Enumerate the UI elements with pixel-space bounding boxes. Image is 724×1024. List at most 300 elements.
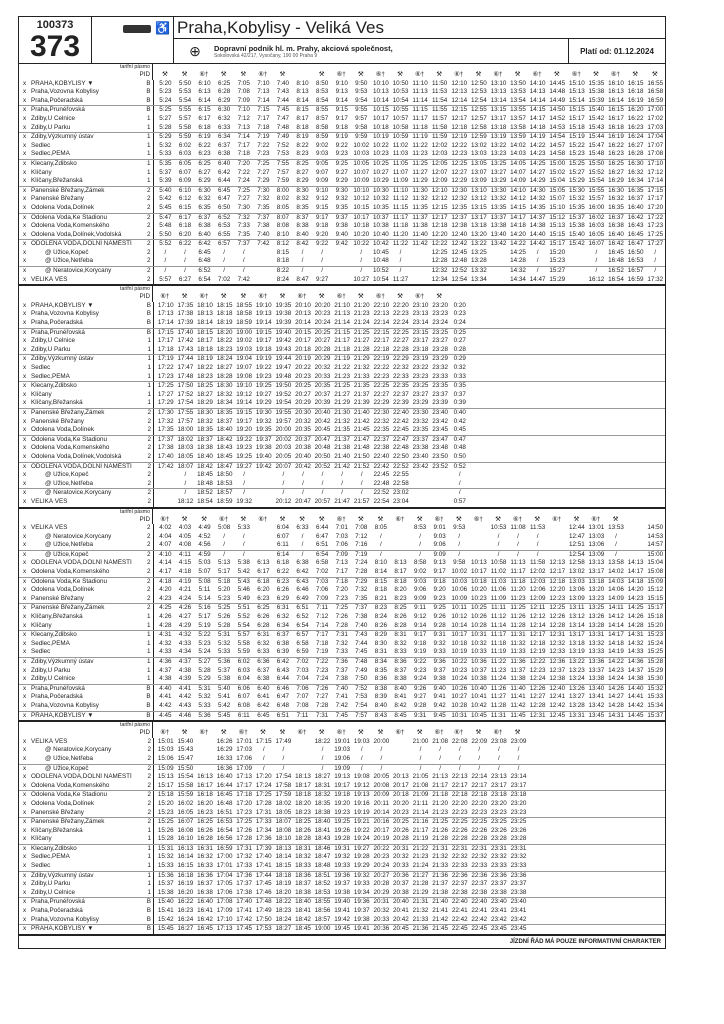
stop xyxy=(19,97,143,106)
departure-time: 15:43 xyxy=(177,746,194,754)
departure-time: 17:59 xyxy=(275,791,292,799)
departure-time: 6:25 xyxy=(257,604,270,612)
departure-time: / xyxy=(458,471,461,479)
departure-time: 18:27 xyxy=(197,390,213,398)
departure-time: 8:28 xyxy=(394,621,407,629)
empty-cell xyxy=(292,71,312,80)
departure-time: 6:17 xyxy=(178,213,192,221)
departure-time: 18:36 xyxy=(295,871,311,879)
skip-mark: x xyxy=(23,871,27,879)
departure-time: 12:03 xyxy=(431,150,448,158)
tariff-zone: 1 xyxy=(143,648,154,657)
departure-time: 17:25 xyxy=(255,791,272,799)
workday-icon: ⚒ xyxy=(416,729,423,737)
departure-time: 5:50 xyxy=(159,230,172,238)
departure-time: 17:42 xyxy=(177,337,194,345)
departure-time: 23:28 xyxy=(432,345,448,353)
departure-time: 9:53 xyxy=(453,524,466,532)
departure-time: 16:59 xyxy=(627,275,644,283)
departure-time: 17:06 xyxy=(216,888,233,896)
departure-time: 9:26 xyxy=(413,684,427,692)
departure-time: 4:15 xyxy=(178,559,192,567)
departure-time: 8:45 xyxy=(394,711,407,719)
departure-time: 4:26 xyxy=(178,604,192,612)
departure-time: 7:19 xyxy=(257,133,270,141)
departure-time: 11:31 xyxy=(490,711,507,719)
departure-time: 14:15 xyxy=(529,106,546,114)
departure-time: 17:42 xyxy=(236,915,253,923)
departure-time: 22:29 xyxy=(393,355,409,363)
departure-time: 0:52 xyxy=(453,462,466,470)
departure-time: 16:25 xyxy=(608,159,624,167)
skip-mark: x xyxy=(23,96,27,104)
departure-time: 15:30 xyxy=(647,675,664,683)
departure-time: 18:53 xyxy=(216,479,233,487)
skip-mark: x xyxy=(23,826,27,834)
departure-time: 5:40 xyxy=(159,186,172,194)
stop-name: Odolena Voda,Ke Stadionu xyxy=(31,791,107,799)
departure-time: 20:31 xyxy=(393,844,409,852)
tariff-zone: 1 xyxy=(143,355,154,364)
skip-mark: x xyxy=(23,532,27,540)
departure-time: 13:19 xyxy=(490,133,507,141)
departure-time: 20:40 xyxy=(393,898,409,906)
departure-times xyxy=(154,444,665,453)
departure-time: / xyxy=(184,489,187,497)
departure-time: 6:32 xyxy=(218,114,231,122)
departure-time: 11:17 xyxy=(510,568,526,576)
departure-time: 4:17 xyxy=(159,568,172,576)
departure-time: 6:20 xyxy=(178,230,192,238)
departure-time: 23:36 xyxy=(491,871,507,879)
bus-icon xyxy=(123,25,151,33)
departure-time: 6:43 xyxy=(276,666,290,674)
departure-time: 6:54 xyxy=(198,275,211,283)
departure-time: 23:32 xyxy=(432,364,448,371)
departure-times xyxy=(154,862,665,871)
departure-time: 13:55 xyxy=(510,106,526,114)
stop-row xyxy=(19,267,665,276)
departure-time: 13:59 xyxy=(510,133,526,141)
departure-time: 22:27 xyxy=(373,390,390,398)
departure-time: 16:23 xyxy=(608,150,624,158)
departure-time: 10:35 xyxy=(373,203,389,211)
departure-time: 4:56 xyxy=(198,541,211,549)
departure-time: 18:18 xyxy=(197,345,213,353)
stop-row xyxy=(19,319,665,329)
departure-time: 19:28 xyxy=(334,835,351,843)
departure-time: 11:38 xyxy=(510,675,526,683)
departure-time: 5:58 xyxy=(178,123,192,131)
departure-time: 19:15 xyxy=(236,408,253,416)
tariff-zone: 1 xyxy=(143,142,154,151)
departure-time: 6:15 xyxy=(178,203,192,211)
departure-time: 5:22 xyxy=(198,631,211,639)
departure-time: 18:17 xyxy=(295,781,311,789)
departure-time: 8:34 xyxy=(374,658,388,665)
departure-time: 18:56 xyxy=(314,907,331,915)
stop-row xyxy=(19,746,665,755)
departure-times xyxy=(154,480,665,489)
departure-time: 5:52 xyxy=(237,613,250,621)
departure-time: 6:54 xyxy=(296,621,309,629)
holiday-icon: ⑥† xyxy=(258,515,268,523)
departure-time: 11:08 xyxy=(510,524,526,532)
stop xyxy=(19,889,143,898)
departure-time: 15:27 xyxy=(568,168,585,176)
departure-time: 8:20 xyxy=(394,586,407,594)
departure-time: 20:35 xyxy=(295,426,311,434)
holiday-icon: ⑥† xyxy=(336,71,346,78)
skip-mark: x xyxy=(23,345,27,353)
stop-row xyxy=(19,559,665,568)
departure-time: 14:28 xyxy=(627,621,644,629)
departure-time: 6:07 xyxy=(237,693,250,701)
tariff-zone: 1 xyxy=(143,364,154,373)
departure-time: 6:30 xyxy=(198,186,211,194)
departure-time: 10:15 xyxy=(353,203,370,211)
stop-row xyxy=(19,541,665,551)
departure-time: 8:15 xyxy=(374,577,388,585)
stop-name: PRAHA,KOBYLISY ▼ xyxy=(31,79,94,87)
holiday-icon: ⑥† xyxy=(414,293,425,301)
departure-time: 6:18 xyxy=(276,559,290,567)
departure-time: 18:29 xyxy=(197,399,213,407)
departure-times xyxy=(154,177,665,186)
departure-time: / xyxy=(497,550,500,558)
departure-time: 14:53 xyxy=(549,123,566,131)
holiday-icon: ⑥† xyxy=(297,729,307,737)
departure-time: 18:02 xyxy=(177,435,194,443)
departure-time: 16:12 xyxy=(588,275,605,283)
departure-time: 17:35 xyxy=(157,426,174,434)
departure-time: 19:41 xyxy=(334,907,351,915)
stop-row xyxy=(19,329,665,338)
tariff-zone: 1 xyxy=(143,640,154,649)
departure-time: 4:14 xyxy=(159,559,172,567)
tariff-zone: 1 xyxy=(143,124,154,133)
departure-time: 9:17 xyxy=(335,114,348,122)
departure-time: 19:14 xyxy=(236,399,253,407)
departure-time: 13:03 xyxy=(470,150,487,158)
stop-name: @ Neratovice,Korycany xyxy=(45,532,112,540)
departure-time: 15:04 xyxy=(549,177,566,185)
departure-time: 8:40 xyxy=(394,684,407,692)
departure-time: 13:20 xyxy=(588,586,605,594)
departure-time xyxy=(254,276,274,285)
departure-time: 17:00 xyxy=(647,106,664,114)
workday-icon: ⚒ xyxy=(416,515,423,523)
departure-time: 23:27 xyxy=(432,337,448,345)
departure-time: 12:58 xyxy=(470,123,487,131)
workday-icon: ⚒ xyxy=(240,293,246,301)
departure-time: 21:31 xyxy=(412,898,429,906)
departure-time: 21:29 xyxy=(334,399,351,407)
departure-time: 11:37 xyxy=(510,666,526,674)
departure-times xyxy=(154,880,665,889)
departure-time: 11:53 xyxy=(529,524,546,532)
departure-time: 5:38 xyxy=(237,559,250,567)
departure-time: 18:33 xyxy=(295,862,311,870)
departure-time: 17:53 xyxy=(255,925,272,933)
departure-time: 21:29 xyxy=(412,888,429,896)
departure-time: 13:28 xyxy=(568,701,585,709)
departure-time: 17:26 xyxy=(236,826,253,834)
departure-time: 18:52 xyxy=(197,489,213,497)
departure-time: 6:44 xyxy=(315,524,329,532)
departure-time: 15:29 xyxy=(549,275,566,283)
departure-time: 19:26 xyxy=(334,826,351,834)
departure-times xyxy=(154,765,665,774)
departure-time: 19:44 xyxy=(275,355,292,363)
departure-time: 16:15 xyxy=(608,106,624,114)
departure-time: 12:06 xyxy=(529,586,546,594)
departure-time: 8:24 xyxy=(276,275,290,283)
stop-row xyxy=(19,640,665,649)
skip-mark: x xyxy=(23,444,27,452)
workday-icon: ⚒ xyxy=(534,515,540,523)
tariff-zone: 2 xyxy=(143,231,154,240)
stop-row xyxy=(19,391,665,400)
departure-time: 11:05 xyxy=(392,159,409,167)
holiday-icon: ⑥† xyxy=(512,515,523,523)
stop-row xyxy=(19,498,665,507)
stop-row xyxy=(19,337,665,346)
departure-time: 15:23 xyxy=(647,631,664,639)
departure-time: 21:22 xyxy=(412,844,429,852)
departure-time: 11:03 xyxy=(392,150,409,158)
departure-time: 17:33 xyxy=(236,862,253,870)
departure-time: 16:13 xyxy=(197,773,213,781)
departure-time: / xyxy=(184,257,186,265)
departure-time: 14:19 xyxy=(608,648,624,656)
departure-time: 11:20 xyxy=(392,230,409,238)
stop-row xyxy=(19,169,665,178)
departure-time: 8:38 xyxy=(296,222,309,230)
departure-time: 20:28 xyxy=(373,880,390,888)
departure-time: 12:10 xyxy=(431,186,448,194)
stop-name: Zdiby,U Celnice xyxy=(31,675,75,683)
stop xyxy=(19,738,143,747)
departure-times xyxy=(154,907,665,916)
departure-time: 19:00 xyxy=(314,925,331,933)
stop-row xyxy=(19,712,665,721)
departure-time: 13:17 xyxy=(588,568,605,576)
departure-time: 5:19 xyxy=(198,621,211,629)
departure-time: 9:30 xyxy=(335,186,348,194)
departure-times xyxy=(154,302,665,311)
departure-time: 9:50 xyxy=(355,79,368,87)
departure-time: 16:08 xyxy=(177,826,194,834)
departure-time: 19:17 xyxy=(334,781,351,789)
stop xyxy=(19,746,143,755)
stop-row xyxy=(19,142,665,151)
departure-time: 9:41 xyxy=(433,693,446,701)
departure-time: 11:17 xyxy=(412,114,428,122)
stop-row xyxy=(19,373,665,383)
departure-time: 21:09 xyxy=(412,791,429,799)
departure-time: 15:35 xyxy=(588,79,605,87)
holiday-icon: ⑥† xyxy=(610,71,621,78)
departure-time: 20:40 xyxy=(314,408,331,416)
departure-time: 15:17 xyxy=(549,240,566,248)
departure-time: 15:23 xyxy=(568,150,585,158)
departure-time: / xyxy=(478,764,481,772)
departure-time: 12:36 xyxy=(549,658,566,665)
stop xyxy=(19,310,143,319)
departure-time: / xyxy=(282,764,285,772)
departure-time: 13:18 xyxy=(588,577,605,585)
holiday-icon: ⑥† xyxy=(434,515,444,523)
departure-time: 12:02 xyxy=(529,568,546,576)
departure-time: 12:41 xyxy=(549,693,566,701)
departure-time: 12:23 xyxy=(451,150,468,158)
departure-time: 9:32 xyxy=(335,195,348,203)
departure-time: 8:36 xyxy=(394,658,407,665)
departure-times xyxy=(154,524,665,533)
departure-time: 18:13 xyxy=(275,844,292,852)
departure-time xyxy=(293,738,313,747)
tariff-zone: 2 xyxy=(143,267,154,276)
skip-mark: x xyxy=(23,631,27,639)
departure-time: 9:58 xyxy=(453,559,466,567)
departure-time: 5:23 xyxy=(198,639,211,647)
departure-time: 12:54 xyxy=(568,550,585,558)
departure-time: / xyxy=(458,489,461,497)
departure-time: 13:34 xyxy=(470,275,487,283)
departure-time: 6:26 xyxy=(257,613,270,621)
holiday-icon: ⑥† xyxy=(199,71,209,78)
departure-time: 10:18 xyxy=(373,123,389,131)
departure-time: 9:25 xyxy=(433,604,446,612)
departure-times xyxy=(154,541,665,550)
departure-time: 20:02 xyxy=(275,435,292,443)
stop-row xyxy=(19,302,665,311)
tariff-zone: 2 xyxy=(143,453,154,462)
departure-time: 18:58 xyxy=(236,310,253,318)
departure-times xyxy=(154,685,665,694)
stop xyxy=(19,648,143,657)
departure-time: 10:37 xyxy=(470,666,487,674)
departure-time: 7:37 xyxy=(355,604,368,612)
departure-time: 10:13 xyxy=(373,88,389,96)
departure-time: 17:05 xyxy=(216,880,233,888)
stop-name: Sedlec xyxy=(31,648,51,656)
stop xyxy=(19,631,143,640)
departure-time: 21:11 xyxy=(412,799,429,807)
departure-time: / xyxy=(243,471,246,479)
departure-time: 21:38 xyxy=(334,444,351,452)
departure-time: / xyxy=(399,257,402,265)
departure-time: 14:25 xyxy=(529,159,546,167)
departure-time: 5:31 xyxy=(198,684,211,692)
departure-time xyxy=(430,471,450,480)
departure-time: 22:19 xyxy=(373,355,390,363)
departure-time: 12:26 xyxy=(549,613,566,621)
stop xyxy=(19,409,143,418)
departure-time: 7:11 xyxy=(316,604,328,612)
departure-time: 13:22 xyxy=(568,658,585,665)
departure-time: 16:14 xyxy=(177,853,194,861)
departure-time: 10:50 xyxy=(392,79,409,87)
departure-time: / xyxy=(536,257,539,265)
departure-time: 10:52 xyxy=(373,267,389,275)
departure-time: 11:59 xyxy=(432,133,448,141)
departure-time: / xyxy=(243,479,246,487)
stop-row xyxy=(19,222,665,231)
departure-time: 14:40 xyxy=(627,684,644,692)
stop-row xyxy=(19,791,665,800)
departure-time: 21:13 xyxy=(432,773,448,781)
departure-time: 8:17 xyxy=(394,568,407,576)
departure-time: 16:18 xyxy=(197,791,213,799)
departure-time xyxy=(332,267,352,276)
departure-time: 7:44 xyxy=(276,96,290,104)
departure-time: 7:14 xyxy=(315,621,329,629)
workday-icon: ⚒ xyxy=(436,293,442,301)
departure-time: 6:31 xyxy=(276,604,290,612)
departure-time: 22:23 xyxy=(393,310,409,318)
departure-time: 8:37 xyxy=(394,666,407,674)
departure-times xyxy=(154,463,665,472)
departure-time: 6:11 xyxy=(277,541,289,549)
departure-time: 20:20 xyxy=(314,301,331,309)
tariff-zone: 1 xyxy=(143,667,154,676)
departure-time: 5:31 xyxy=(218,631,231,639)
skip-mark: x xyxy=(23,586,27,594)
departure-time: 9:40 xyxy=(433,684,446,692)
departure-time: 4:26 xyxy=(159,613,172,621)
tariff-zone: 1 xyxy=(143,115,154,124)
service-days-row xyxy=(19,729,665,738)
departure-time: 19:02 xyxy=(236,337,253,345)
departure-time: 23:40 xyxy=(510,898,527,906)
departure-time: 15:43 xyxy=(588,123,605,131)
departure-time: 11:13 xyxy=(510,559,526,567)
departure-time: 17:01 xyxy=(216,862,233,870)
departure-time: 22:55 xyxy=(393,471,409,479)
departure-time: 7:43 xyxy=(276,88,290,96)
workday-icon: ⚒ xyxy=(201,515,207,523)
departure-time: 22:27 xyxy=(393,337,409,345)
departure-time: 22:31 xyxy=(451,844,468,852)
workday-icon: ⚒ xyxy=(553,71,560,78)
departure-time: 12:15 xyxy=(431,203,448,211)
stop-name: Odolena Voda,Ke Stadionu xyxy=(31,435,107,443)
departure-time: 8:39 xyxy=(374,693,388,701)
departure-time: 17:28 xyxy=(255,799,272,807)
departure-times xyxy=(154,702,665,711)
departure-time: 12:13 xyxy=(549,559,566,567)
departure-time xyxy=(156,498,176,507)
stop xyxy=(19,80,143,89)
stop-name: Panenské Břežany,Zámek xyxy=(31,818,105,826)
stop xyxy=(19,533,143,542)
departure-time: 22:33 xyxy=(471,862,488,870)
departure-time: 7:52 xyxy=(355,684,368,692)
stop xyxy=(19,257,143,266)
departure-time: 22:33 xyxy=(451,862,468,870)
departure-time: 16:13 xyxy=(177,844,194,852)
departure-time: 20:28 xyxy=(393,835,409,843)
departure-time: 0:37 xyxy=(453,390,466,398)
departure-time: 14:26 xyxy=(608,684,624,692)
departure-time: 19:38 xyxy=(275,310,292,318)
departure-time: 15:09 xyxy=(157,764,174,772)
departure-time: 11:27 xyxy=(490,693,507,701)
departure-time: 19:20 xyxy=(334,799,351,807)
departure-time: 7:12 xyxy=(237,114,250,122)
